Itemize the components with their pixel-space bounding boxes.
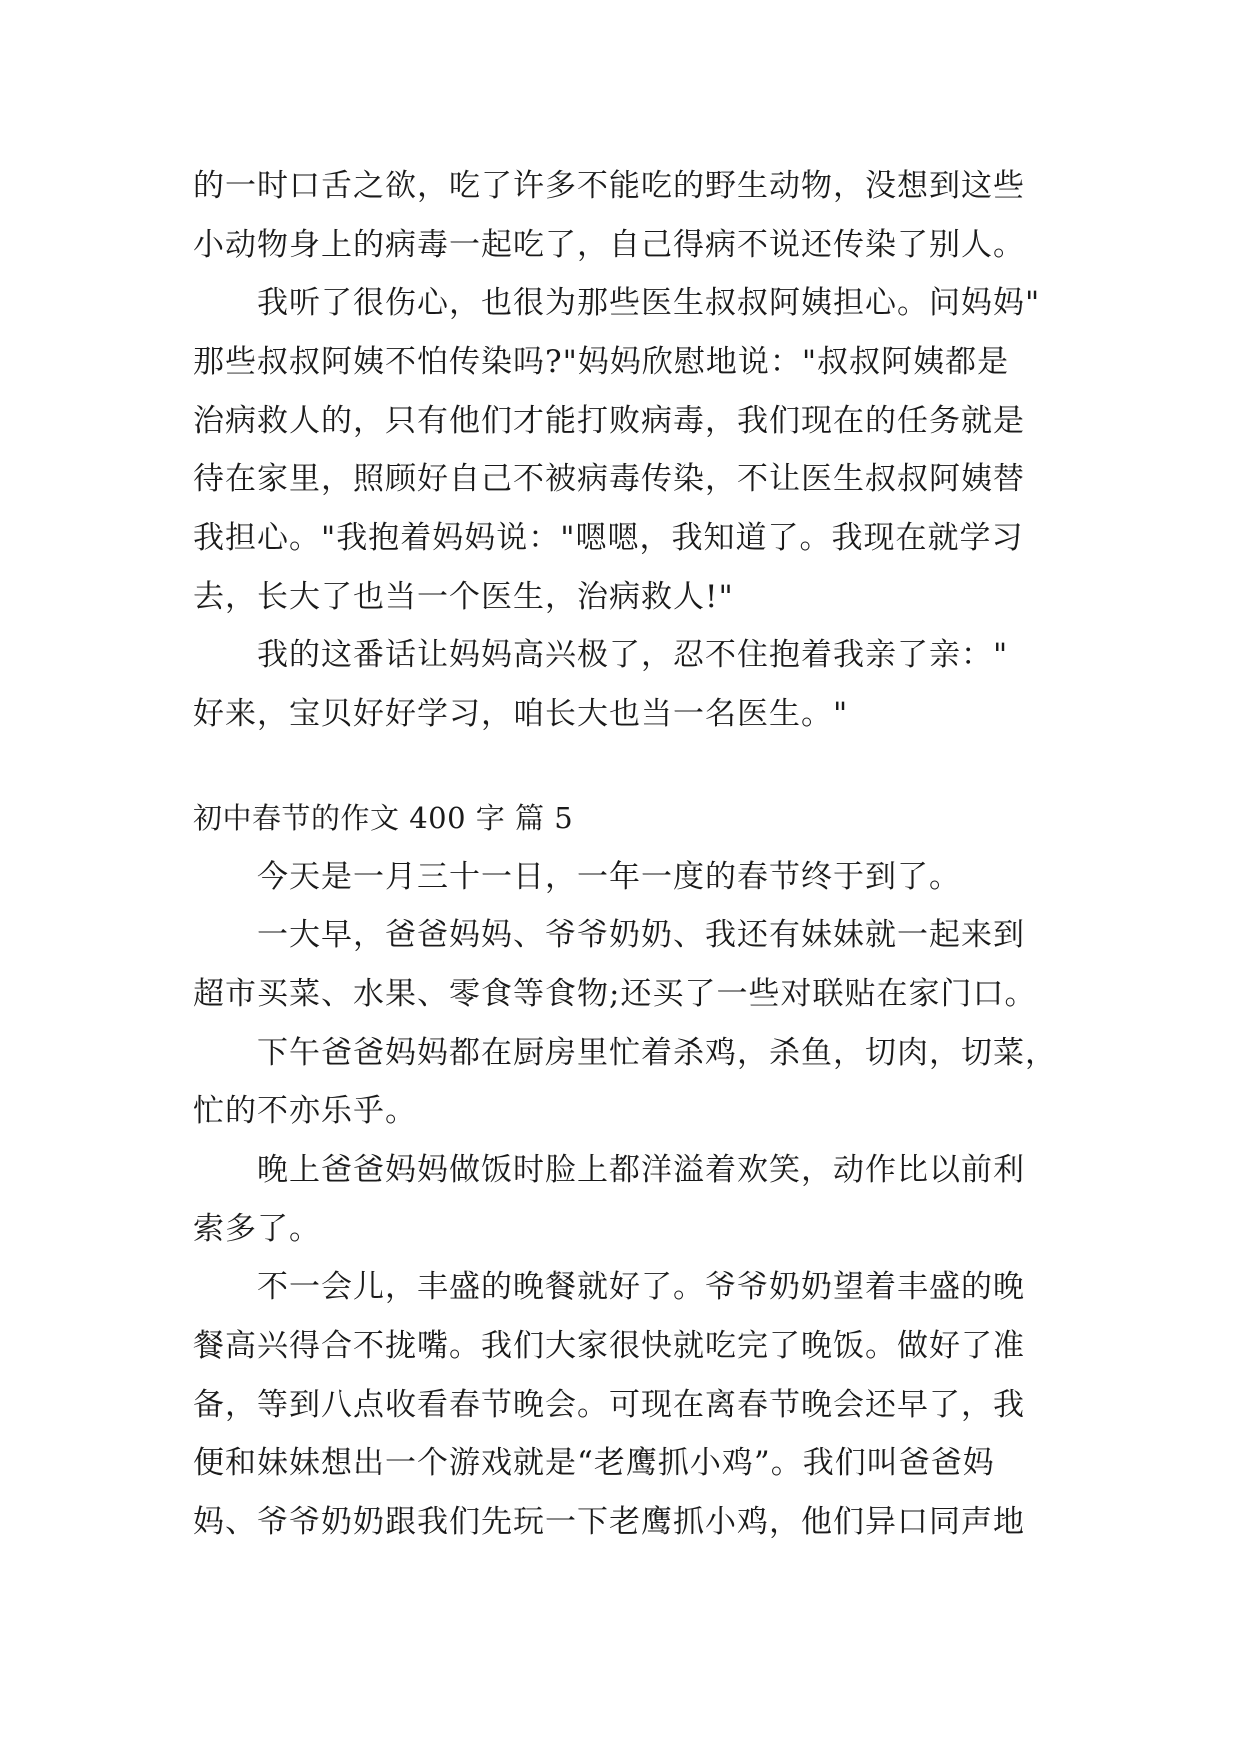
text-line: 妈、爷爷奶奶跟我们先玩一下老鹰抓小鸡，他们异口同声地 bbox=[193, 1504, 1025, 1540]
text-line: 的一时口舌之欲，吃了许多不能吃的野生动物，没想到这些 bbox=[193, 168, 1025, 204]
text-line: 索多了。 bbox=[193, 1211, 321, 1247]
paragraph-start-line: 一大早，爸爸妈妈、爷爷奶奶、我还有妹妹就一起来到 bbox=[257, 917, 1025, 953]
paragraph-start-line: 不一会儿，丰盛的晚餐就好了。爷爷奶奶望着丰盛的晚 bbox=[257, 1269, 1025, 1305]
paragraph-start-line: 下午爸爸妈妈都在厨房里忙着杀鸡，杀鱼，切肉，切菜， bbox=[257, 1035, 1057, 1071]
text-line: 待在家里，照顾好自己不被病毒传染，不让医生叔叔阿姨替 bbox=[193, 461, 1025, 497]
text-line: 便和妹妹想出一个游戏就是“老鹰抓小鸡”。我们叫爸爸妈 bbox=[193, 1445, 995, 1481]
text-line: 治病救人的，只有他们才能打败病毒，我们现在的任务就是 bbox=[193, 403, 1025, 439]
paragraph-start-line: 今天是一月三十一日，一年一度的春节终于到了。 bbox=[257, 859, 961, 895]
text-line: 餐高兴得合不拢嘴。我们大家很快就吃完了晚饭。做好了准 bbox=[193, 1328, 1025, 1364]
paragraph-start-line: 我听了很伤心，也很为那些医生叔叔阿姨担心。问妈妈" bbox=[257, 285, 1041, 321]
section-heading: 初中春节的作文 400 字 篇 5 bbox=[193, 801, 574, 835]
text-line: 我担心。"我抱着妈妈说："嗯嗯，我知道了。我现在就学习 bbox=[193, 520, 1024, 556]
text-line: 好来，宝贝好好学习，咱长大也当一名医生。" bbox=[193, 696, 849, 732]
text-line: 那些叔叔阿姨不怕传染吗?"妈妈欣慰地说："叔叔阿姨都是 bbox=[193, 344, 1010, 380]
text-line: 超市买菜、水果、零食等食物;还买了一些对联贴在家门口。 bbox=[193, 976, 1037, 1012]
text-line: 备，等到八点收看春节晚会。可现在离春节晚会还早了，我 bbox=[193, 1387, 1025, 1423]
text-line: 忙的不亦乐乎。 bbox=[193, 1093, 417, 1129]
paragraph-start-line: 我的这番话让妈妈高兴极了，忍不住抱着我亲了亲：" bbox=[257, 637, 1009, 673]
text-line: 去，长大了也当一个医生，治病救人!" bbox=[193, 579, 734, 615]
paragraph-start-line: 晚上爸爸妈妈做饭时脸上都洋溢着欢笑，动作比以前利 bbox=[257, 1152, 1025, 1188]
text-line: 小动物身上的病毒一起吃了，自己得病不说还传染了别人。 bbox=[193, 227, 1025, 263]
